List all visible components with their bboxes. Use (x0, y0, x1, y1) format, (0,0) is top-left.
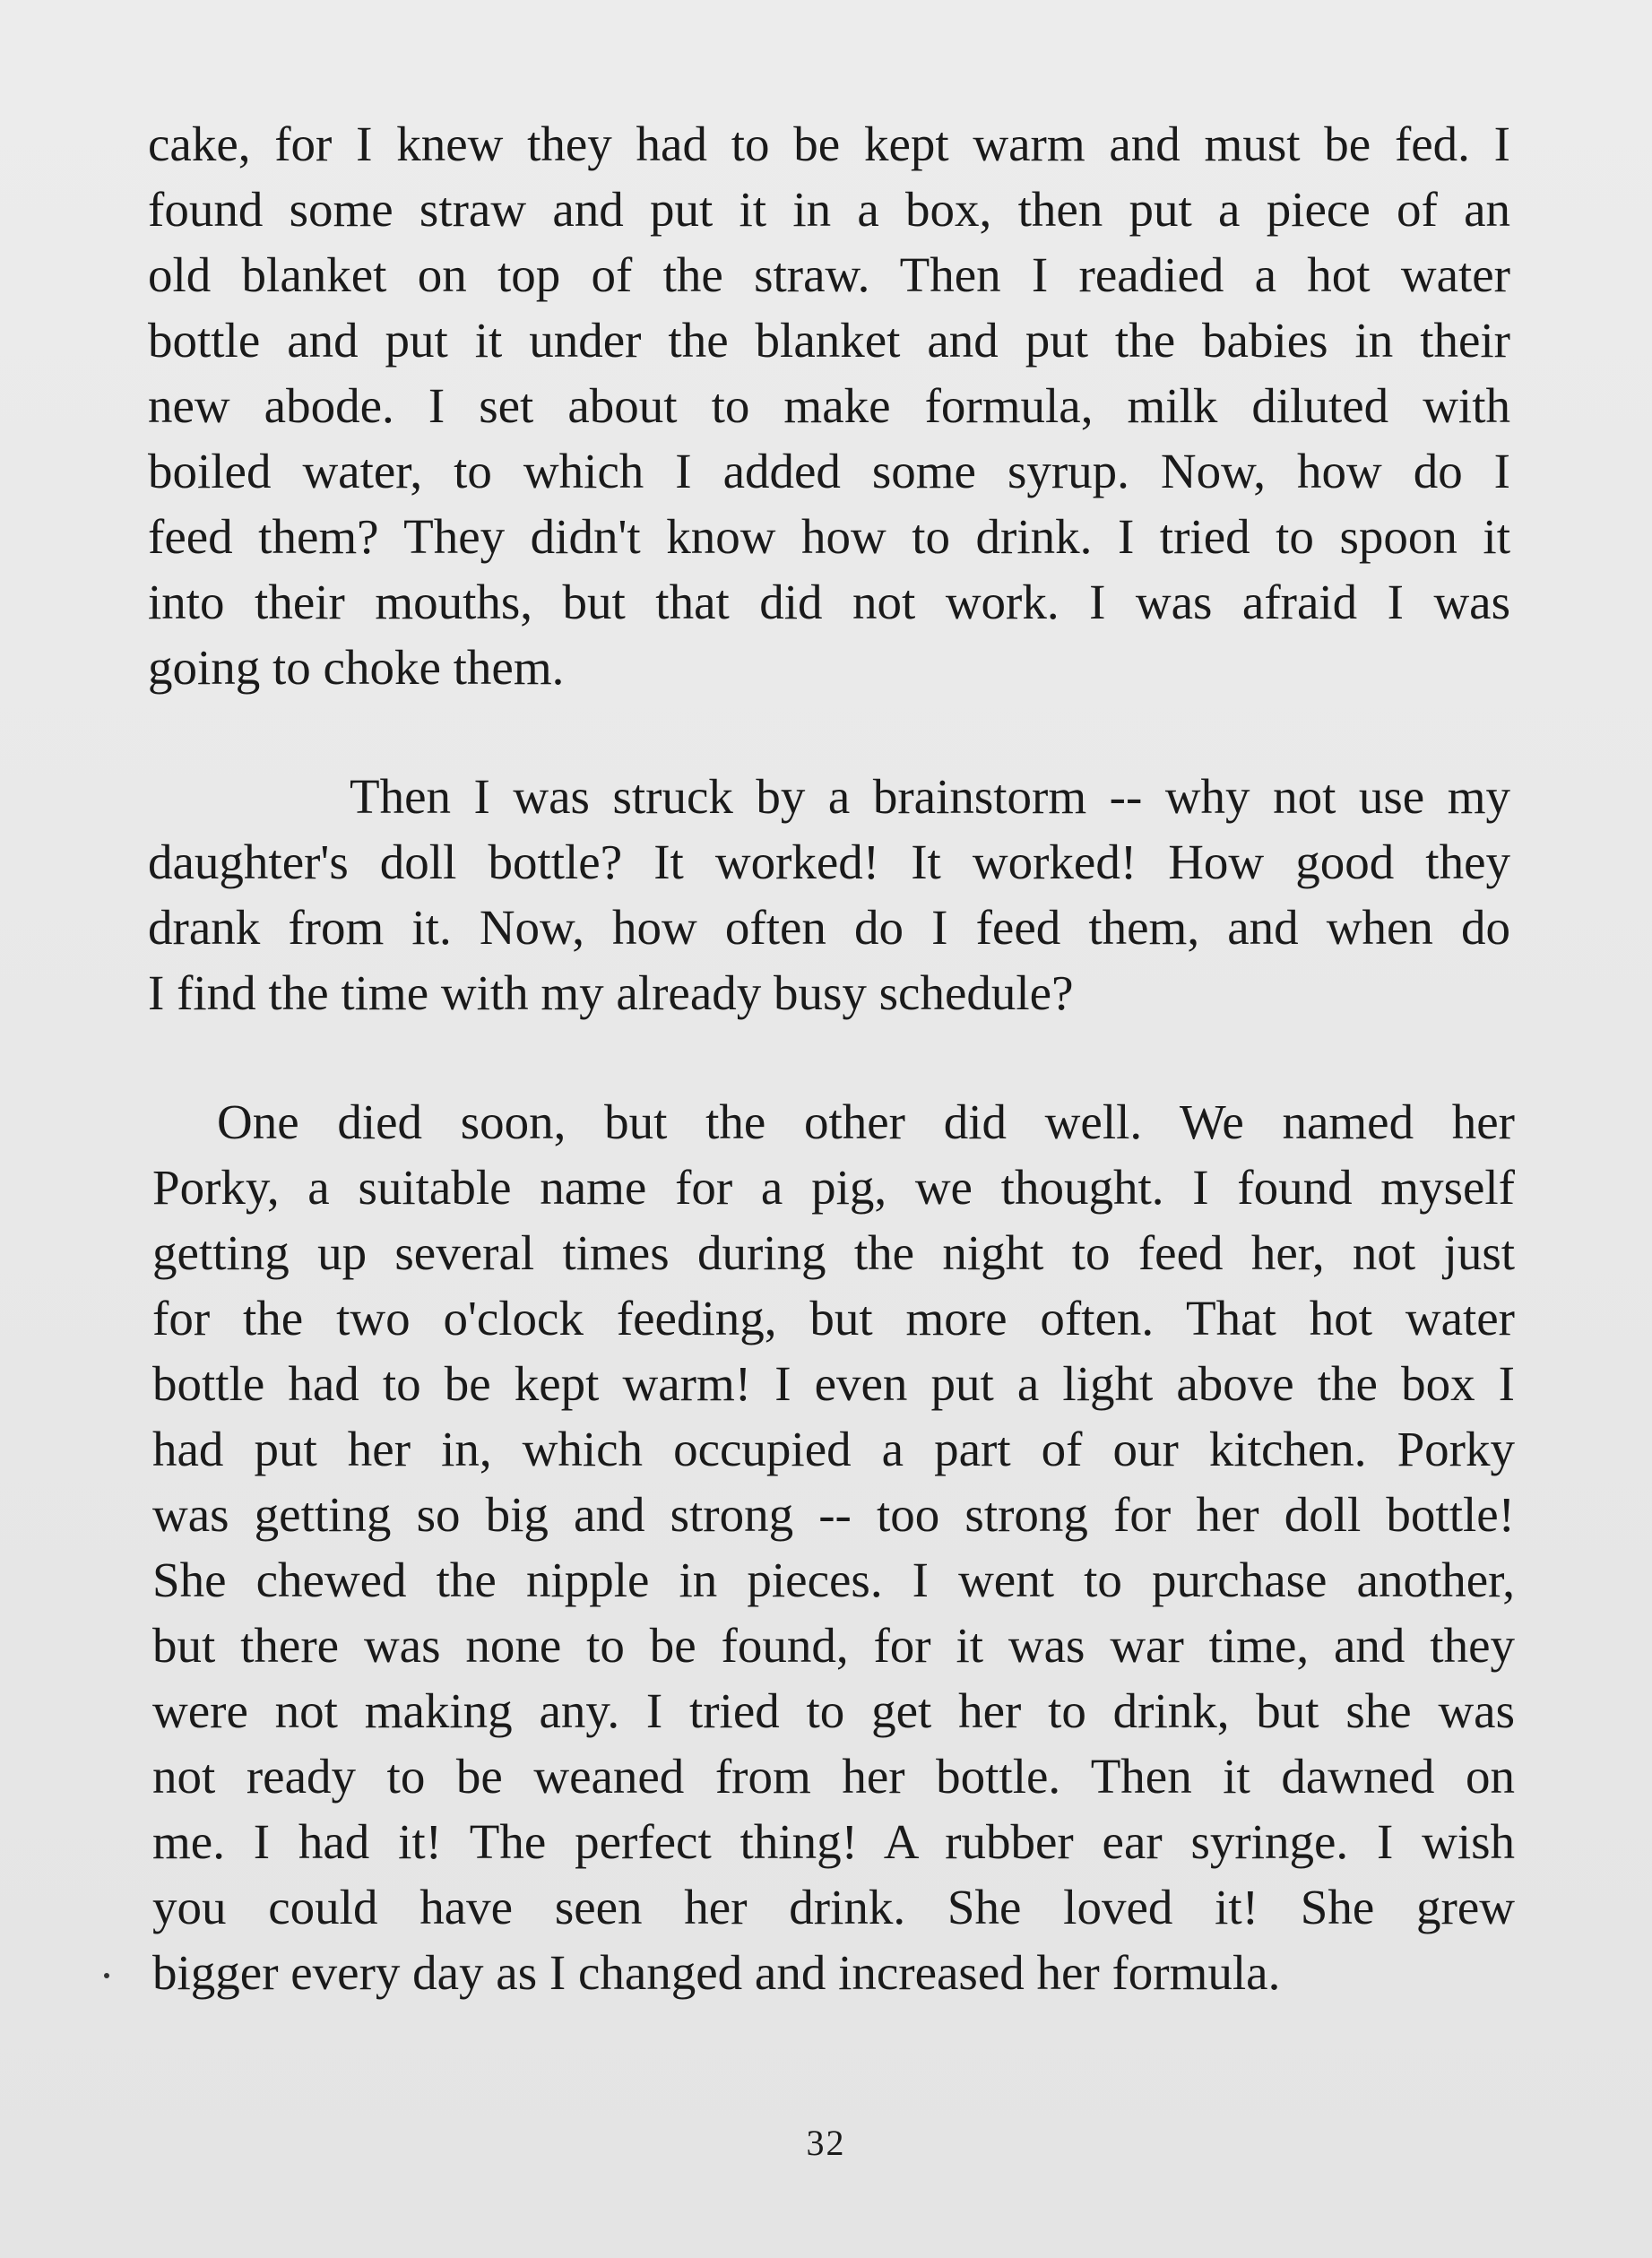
paragraph-1 (148, 111, 1510, 700)
text-line: bottle and put it under the blanket and put the babies in their (148, 313, 1510, 368)
text-line: old blanket on top of the straw. Then I readied a hot water (148, 247, 1510, 302)
text-line: She chewed the nipple in pieces. I went to purchase another, (152, 1553, 1515, 1607)
text-line: bigger every day as I changed and increased her formula. (152, 1945, 1281, 2000)
text-line: boiled water, to which I added some syrup. Now, how do I (148, 444, 1510, 498)
text-line: me. I had it! The perfect thing! A rubber ear syringe. I wish (152, 1814, 1515, 1869)
text-line: getting up several times during the night to feed her, not just (152, 1225, 1515, 1280)
text-line: One died soon, but the other did well. We named her (217, 1094, 1515, 1149)
text-line: I find the time with my already busy schedule? (148, 965, 1074, 1020)
text-line: Porky, a suitable name for a pig, we thought. I found myself (152, 1160, 1515, 1215)
text-line: for the two o'clock feeding, but more often. That hot water (152, 1291, 1515, 1345)
text-line: but there was none to be found, for it was war time, and they (152, 1618, 1515, 1673)
text-line: found some straw and put it in a box, then put a piece of an (148, 182, 1510, 237)
text-line: Then I was struck by a brainstorm -- why not use my (350, 769, 1510, 824)
text-line: had put her in, which occupied a part of our kitchen. Porky (152, 1422, 1515, 1476)
text-line: you could have seen her drink. She loved it! She grew (152, 1880, 1515, 1934)
text-line: not ready to be weaned from her bottle. Then it dawned on (152, 1749, 1515, 1804)
text-line: cake, for I knew they had to be kept warm and must be fed. I (148, 117, 1510, 171)
text-line: going to choke them. (148, 640, 565, 695)
text-line: feed them? They didn't know how to drink. I tried to spoon it (148, 509, 1510, 564)
stray-ink-mark (104, 1973, 109, 1978)
text-line: into their mouths, but that did not work. I was afraid I was (148, 575, 1510, 629)
text-line: new abode. I set about to make formula, milk diluted with (148, 378, 1510, 433)
page-number: 32 (806, 2123, 846, 2163)
text-line: drank from it. Now, how often do I feed them, and when do (148, 900, 1510, 955)
text-line: was getting so big and strong -- too strong for her doll bottle! (152, 1487, 1515, 1542)
paragraph-3 (152, 1089, 1515, 2005)
text-line: bottle had to be kept warm! I even put a light above the box I (152, 1356, 1515, 1411)
paragraph-2 (148, 764, 1510, 1025)
text-line: daughter's doll bottle? It worked! It worked! How good they (148, 835, 1510, 889)
text-line: were not making any. I tried to get her to drink, but she was (152, 1683, 1515, 1738)
